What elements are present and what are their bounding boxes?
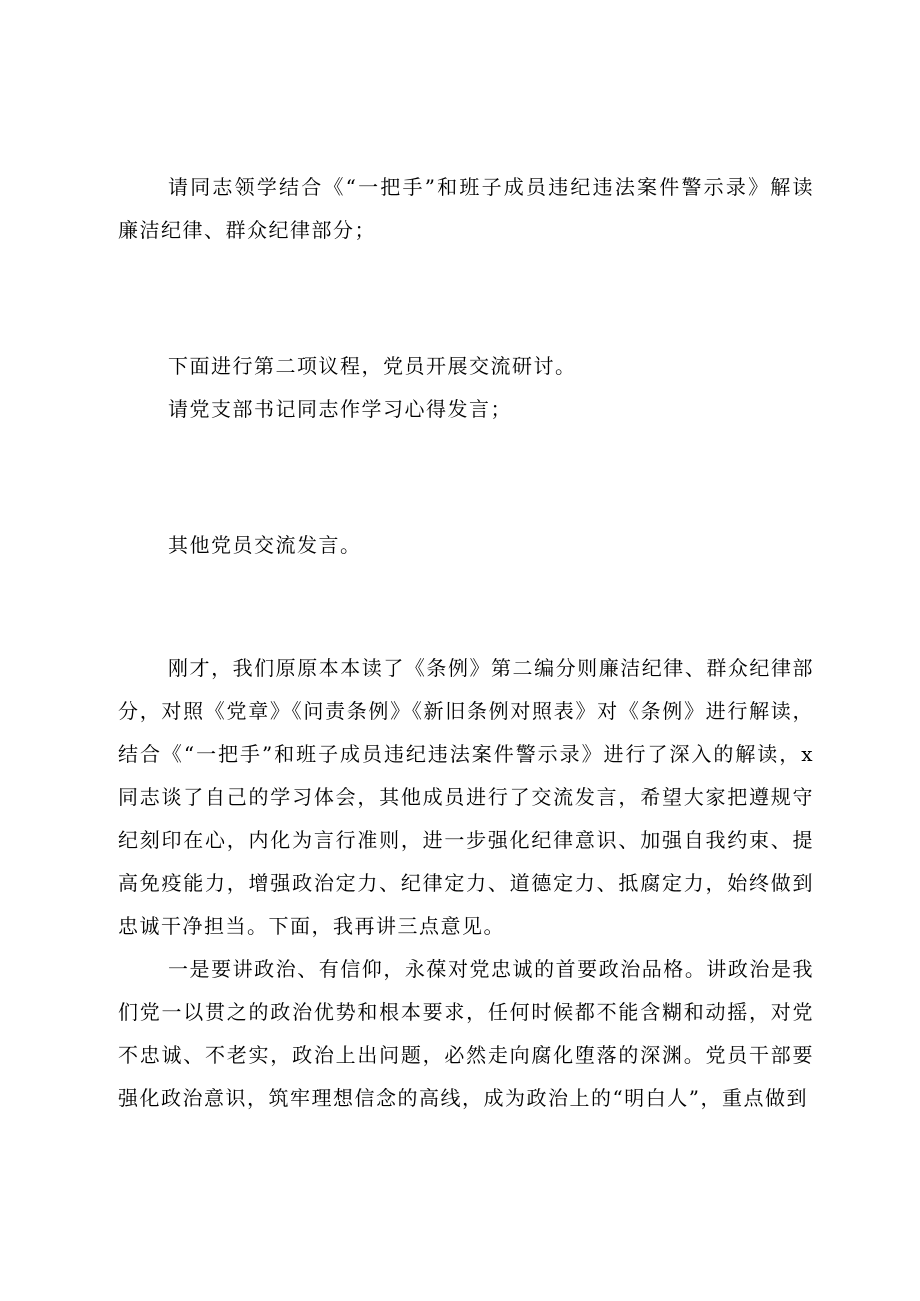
paragraph-member-exchange: 其他党员交流发言。 (168, 533, 362, 557)
paragraph-study-assignment: 请同志领学结合《“一把手”和班子成员违纪违法案件警示录》解读廉洁纪律、群众纪律部分； (118, 175, 814, 242)
paragraph-secretary-speech: 请党支部书记同志作学习心得发言； (168, 397, 512, 421)
paragraph-summary: 刚才，我们原原本本读了《条例》第二编分则廉洁纪律、群众纪律部分，对照《党章》《问责条例》《新旧条例对照表》对《条例》进行解读，结合《“一把手”和班子成员违纪违法案件警示录》进行了深入的解读，x同志谈了自己的学习体会，其他成员进行了交流发言，希望大家把遵规守纪刻印在心，内化为言行准则，进一步强化纪律意识、加强自我约束、提高免疫能力，增强政治定力、纪律定力、道德定力、抵腐定力，始终做到忠诚干净担当。下面，我再讲三点意见。 (118, 656, 814, 938)
paragraph-point-one: 一是要讲政治、有信仰，永葆对党忠诚的首要政治品格。讲政治是我们党一以贯之的政治优势和根本要求，任何时候都不能含糊和动摇，对党不忠诚、不老实，政治上出问题，必然走向腐化堕落的深渊。党员干部要强化政治意识，筑牢理想信念的高线，成为政治上的“明白人”，重点做到 (118, 957, 814, 1110)
paragraph-agenda-item-two: 下面进行第二项议程，党员开展交流研讨。 (168, 354, 577, 378)
